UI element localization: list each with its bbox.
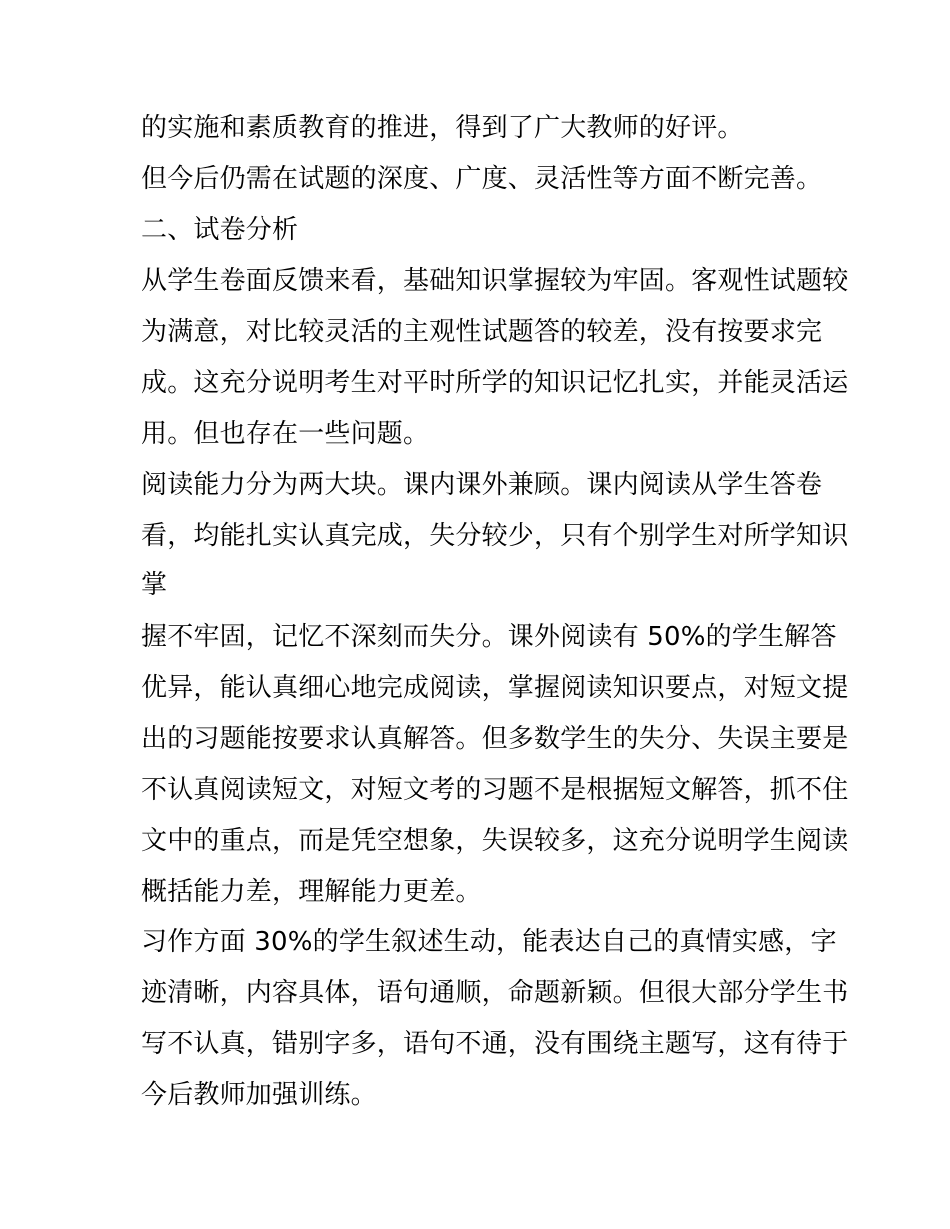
paragraph-line: 今后教师加强训练。	[141, 1080, 377, 1110]
paragraph-line: 从学生卷面反馈来看，基础知识掌握较为牢固。客观性试题较	[141, 266, 849, 296]
paragraph-line: 迹清晰，内容具体，语句通顺，命题新颖。但很大部分学生书	[141, 978, 849, 1008]
paragraph-line: 但今后仍需在试题的深度、广度、灵活性等方面不断完善。	[141, 164, 823, 194]
section-heading: 二、试卷分析	[141, 215, 299, 245]
paragraph-line: 成。这充分说明考生对平时所学的知识记忆扎实，并能灵活运	[141, 368, 849, 398]
paragraph-line: 概括能力差，理解能力更差。	[141, 877, 482, 907]
paragraph-line: 阅读能力分为两大块。课内课外兼顾。课内阅读从学生答卷	[141, 470, 823, 500]
paragraph-line: 出的习题能按要求认真解答。但多数学生的失分、失误主要是	[141, 724, 849, 754]
paragraph-line: 优异，能认真细心地完成阅读，掌握阅读知识要点，对短文提	[141, 673, 849, 703]
paragraph-line: 为满意，对比较灵活的主观性试题答的较差，没有按要求完	[141, 317, 823, 347]
paragraph-line: 用。但也存在一些问题。	[141, 419, 430, 449]
paragraph-line: 看，均能扎实认真完成，失分较少，只有个别学生对所学知识	[141, 521, 849, 551]
paragraph-line: 写不认真，错别字多，语句不通，没有围绕主题写，这有待于	[141, 1029, 849, 1059]
paragraph-line: 习作方面 30%的学生叙述生动，能表达自己的真情实感，字	[141, 927, 837, 957]
paragraph-line: 的实施和素质教育的推进，得到了广大教师的好评。	[141, 113, 744, 143]
paragraph-line: 握不牢固，记忆不深刻而失分。课外阅读有 50%的学生解答	[141, 622, 837, 652]
paragraph-line: 不认真阅读短文，对短文考的习题不是根据短文解答，抓不住	[141, 775, 849, 805]
paragraph-line: 文中的重点，而是凭空想象，失误较多，这充分说明学生阅读	[141, 826, 849, 856]
paragraph-line: 掌	[141, 570, 168, 600]
